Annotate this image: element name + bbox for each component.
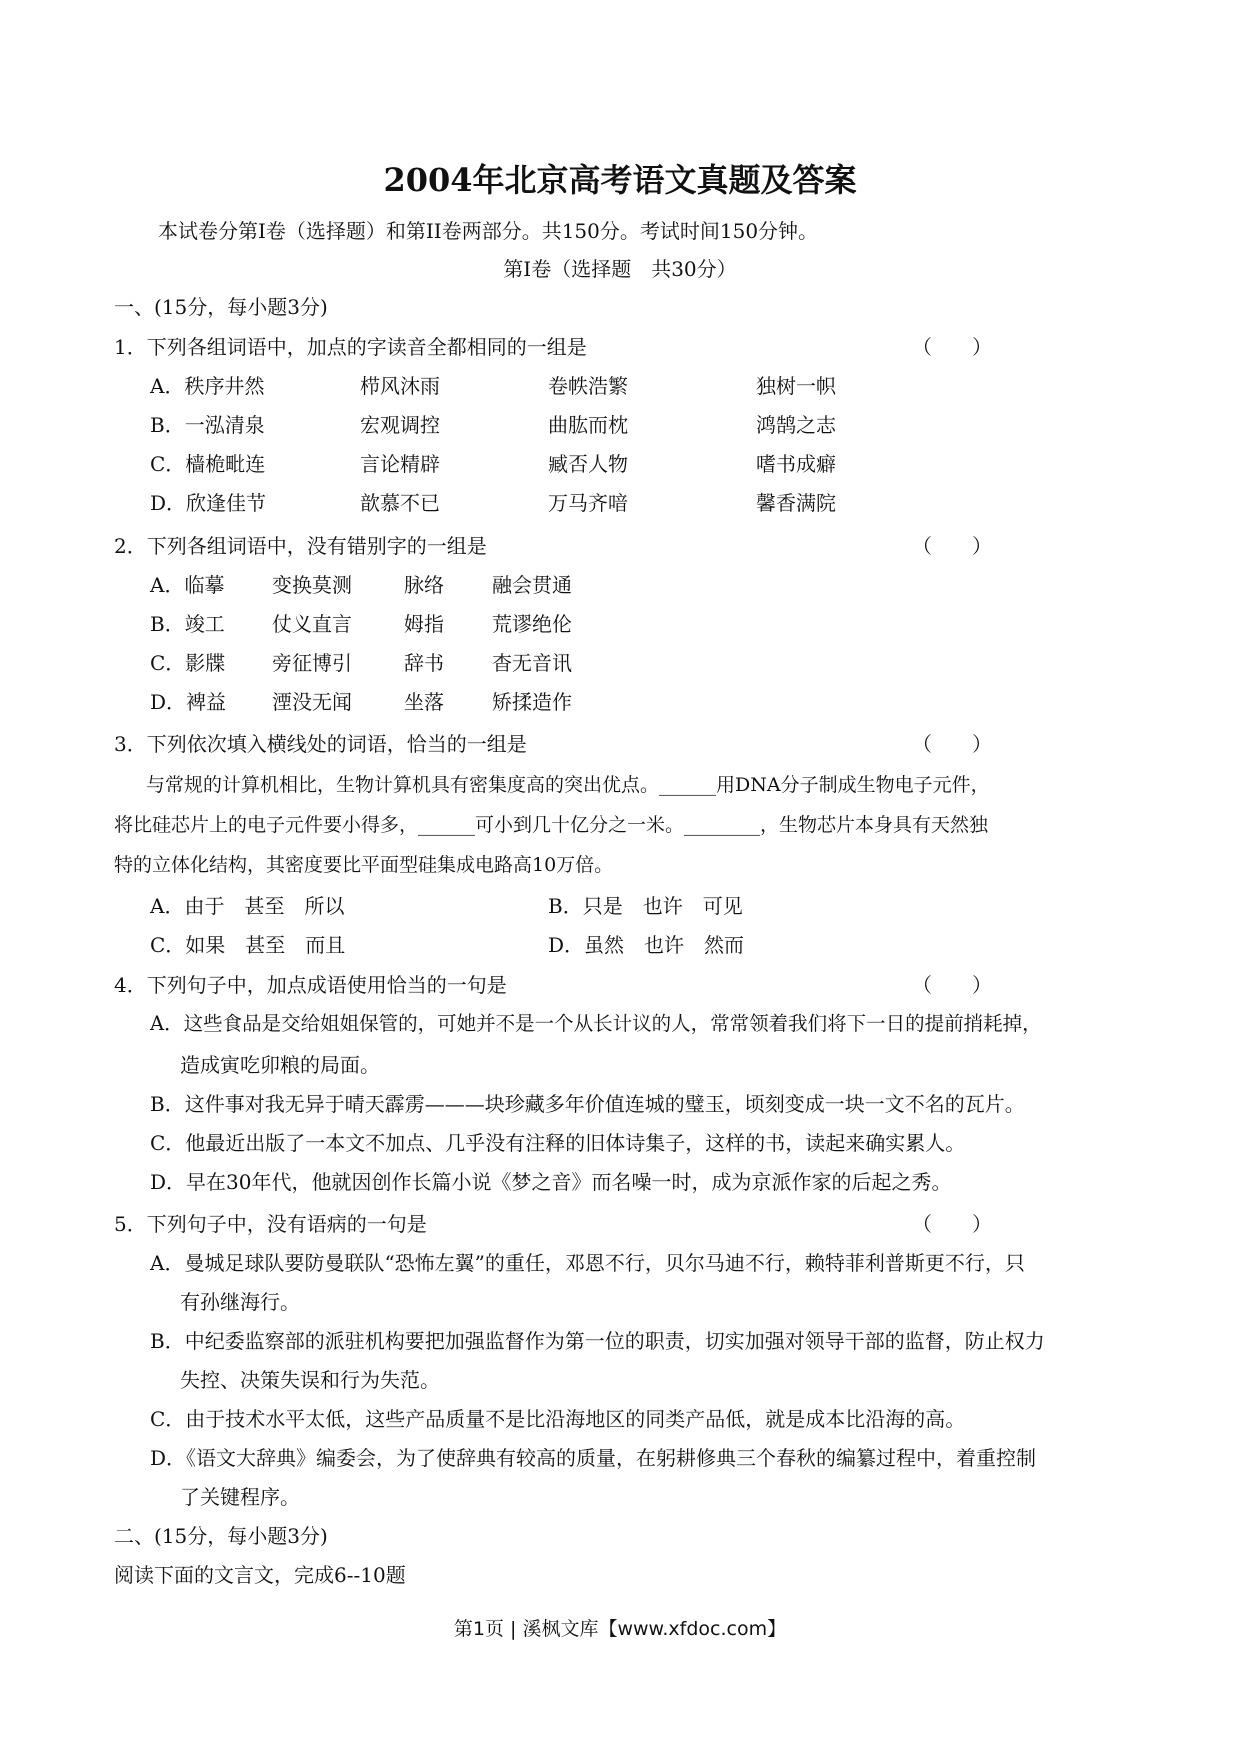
q3-passage-line: 将比硅芯片上的电子元件要小得多，______可小到几十亿分之一米。________，生物芯片本身具有天然独 — [114, 814, 989, 836]
q3-passage-line: 特的立体化结构，其密度要比平面型硅集成电路高10万倍。 — [114, 854, 614, 876]
page-footer: 第1页 | 溪枫文库【www.xfdoc.com】 — [453, 1618, 787, 1640]
q5-option-b-cont: 失控、决策失误和行为失范。 — [180, 1368, 440, 1392]
q1-option-b-1: B．一泓清泉 — [150, 413, 265, 437]
q3-option-b: B．只是 也许 可见 — [548, 894, 743, 918]
q1-option-a-3: 卷帙浩繁 — [548, 374, 628, 398]
q1-option-d-2: 歆慕不已 — [360, 491, 440, 515]
q2-option-b-4: 荒谬绝伦 — [492, 612, 572, 636]
q2-option-b-1: B．竣工 — [150, 612, 225, 636]
page-title: 2004年北京高考语文真题及答案 — [383, 161, 857, 199]
q4-answer-paren: （ ） — [912, 973, 992, 997]
q2-answer-paren: （ ） — [912, 534, 992, 558]
q5-option-b: B．中纪委监察部的派驻机构要把加强监督作为第一位的职责，切实加强对领导干部的监督，防止权力 — [150, 1329, 1045, 1353]
q2-option-d-1: D．裨益 — [150, 690, 227, 714]
q2-option-a-3: 脉络 — [404, 573, 444, 597]
q3-passage-line: 与常规的计算机相比，生物计算机具有密集度高的突出优点。______用DNA分子制成生物电子元件， — [146, 774, 990, 796]
q2-stem: 2．下列各组词语中，没有错别字的一组是 — [114, 534, 487, 558]
q2-option-b-2: 仗义直言 — [272, 612, 352, 636]
section2-heading: 二、(15分，每小题3分) — [114, 1524, 328, 1548]
q2-option-d-4: 矫揉造作 — [492, 690, 572, 714]
q5-option-c: C．由于技术水平太低，这些产品质量不是比沿海地区的同类产品低，就是成本比沿海的高。 — [150, 1407, 966, 1431]
q5-option-d-cont: 了关键程序。 — [180, 1485, 300, 1509]
q3-option-a: A．由于 甚至 所以 — [150, 894, 345, 918]
q2-option-c-2: 旁征博引 — [272, 651, 352, 675]
q4-option-a-cont: 造成寅吃卯粮的局面。 — [180, 1053, 380, 1077]
q1-stem: 1．下列各组词语中，加点的字读音全都相同的一组是 — [114, 335, 587, 359]
intro-text: 本试卷分第I卷（选择题）和第II卷两部分。共150分。考试时间150分钟。 — [158, 219, 819, 243]
section1-heading: 一、(15分，每小题3分) — [114, 295, 328, 319]
section2-intro: 阅读下面的文言文，完成6--10题 — [114, 1563, 406, 1587]
q2-option-b-3: 姆指 — [404, 612, 444, 636]
q1-option-c-2: 言论精辟 — [360, 452, 440, 476]
q1-option-a-1: A．秩序井然 — [150, 374, 265, 398]
q2-option-a-1: A．临摹 — [150, 573, 225, 597]
q4-option-d: D．早在30年代，他就因创作长篇小说《梦之音》而名噪一时，成为京派作家的后起之秀。 — [150, 1170, 952, 1194]
q4-option-a: A．这些食品是交给姐姐保管的，可她并不是一个从长计议的人，常常领着我们将下一日的提前捎耗掉， — [150, 1012, 1042, 1035]
part1-heading: 第I卷（选择题 共30分） — [503, 257, 737, 281]
q1-option-b-2: 宏观调控 — [360, 413, 440, 437]
q1-option-b-4: 鸿鹄之志 — [756, 413, 836, 437]
q1-option-c-3: 臧否人物 — [548, 452, 628, 476]
q3-option-d: D．虽然 也许 然而 — [548, 933, 745, 957]
q1-option-c-4: 嗜书成癖 — [756, 452, 836, 476]
q4-option-b: B．这件事对我无异于晴天霹雳———块珍藏多年价值连城的璧玉，顷刻变成一块一文不名的瓦片。 — [150, 1092, 1025, 1116]
q2-option-c-1: C．影牒 — [150, 651, 226, 675]
q5-stem: 5．下列句子中，没有语病的一句是 — [114, 1212, 427, 1236]
q2-option-c-3: 辞书 — [404, 651, 444, 675]
q2-option-d-2: 湮没无闻 — [272, 690, 352, 714]
q1-option-c-1: C．樯桅毗连 — [150, 452, 266, 476]
q3-stem: 3．下列依次填入横线处的词语，恰当的一组是 — [114, 732, 527, 756]
q2-option-c-4: 杳无音讯 — [492, 651, 572, 675]
q5-option-a-cont: 有孙继海行。 — [180, 1290, 300, 1314]
q1-option-d-4: 馨香满院 — [756, 491, 836, 515]
q1-option-d-1: D．欣逢佳节 — [150, 491, 267, 515]
q1-option-d-3: 万马齐喑 — [548, 491, 628, 515]
q2-option-a-2: 变换莫测 — [272, 573, 352, 597]
q2-option-a-4: 融会贯通 — [492, 573, 572, 597]
q5-option-a: A．曼城足球队要防曼联队“恐怖左翼”的重任，邓恩不行，贝尔马迪不行，赖特菲利普斯更不行，只 — [150, 1251, 1025, 1275]
q3-option-c: C．如果 甚至 而且 — [150, 933, 346, 957]
q1-option-a-4: 独树一帜 — [756, 374, 836, 398]
q4-option-c: C．他最近出版了一本文不加点、几乎没有注释的旧体诗集子，这样的书，读起来确实累人。 — [150, 1131, 966, 1155]
q1-answer-paren: （ ） — [912, 335, 992, 359]
q1-option-b-3: 曲肱而枕 — [548, 413, 628, 437]
q1-option-a-2: 栉风沐雨 — [360, 374, 440, 398]
q4-stem: 4．下列句子中，加点成语使用恰当的一句是 — [114, 973, 507, 997]
q3-answer-paren: （ ） — [912, 732, 992, 756]
q5-answer-paren: （ ） — [912, 1212, 992, 1236]
q5-option-d: D．《语文大辞典》编委会，为了使辞典有较高的质量，在躬耕修典三个春秋的编纂过程中，着重控制 — [150, 1446, 1037, 1470]
q2-option-d-3: 坐落 — [404, 690, 444, 714]
